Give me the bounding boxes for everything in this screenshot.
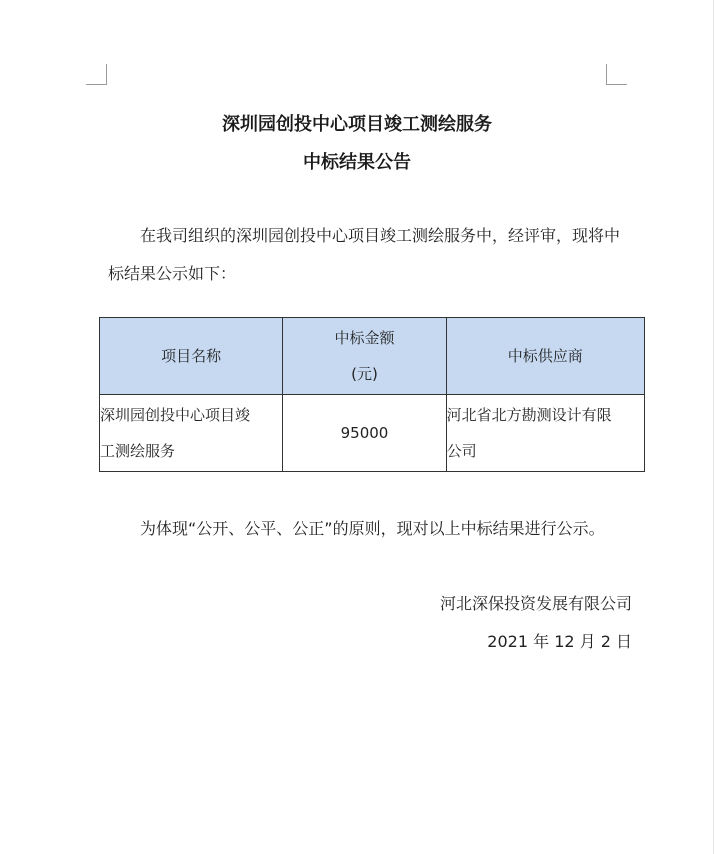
award-result-table	[99, 317, 645, 472]
notice-title: 深圳园创投中心项目竣工测绘服务	[222, 114, 492, 135]
supplier-line-2: 公司	[446, 442, 477, 460]
cell-project-name	[100, 395, 283, 472]
signature-company: 河北深保投资发展有限公司	[439, 594, 632, 613]
header-award-amount-label: 中标金额	[334, 329, 395, 347]
margin-corner-marker-left	[86, 64, 107, 85]
header-supplier-label: 中标供应商	[507, 347, 583, 365]
header-project-name	[100, 318, 283, 395]
table-row	[100, 395, 645, 472]
closing-paragraph: 为体现“公开、公平、公正”的原则，现对以上中标结果进行公示。	[140, 519, 605, 538]
cell-award-amount	[283, 395, 446, 472]
project-name-line-1: 深圳园创投中心项目竣	[100, 406, 251, 424]
cell-supplier	[446, 395, 644, 472]
signature-date: 2021 年 12 月 2 日	[487, 632, 632, 651]
margin-corner-marker-right	[606, 64, 627, 85]
supplier-line-1: 河北省北方勘测设计有限	[446, 406, 612, 424]
intro-paragraph-line-1: 在我司组织的深圳园创投中心项目竣工测绘服务中，经评审，现将中	[140, 226, 621, 245]
header-award-amount	[283, 318, 446, 395]
table-header-row	[100, 318, 645, 395]
award-amount-value: 95000	[340, 424, 389, 442]
notice-subtitle: 中标结果公告	[303, 152, 411, 173]
project-name-line-2: 工测绘服务	[100, 442, 176, 460]
intro-paragraph-line-2: 标结果公示如下：	[108, 264, 237, 283]
header-award-amount-unit: (元)	[351, 365, 378, 383]
header-project-name-label: 项目名称	[161, 347, 222, 365]
header-supplier	[446, 318, 644, 395]
